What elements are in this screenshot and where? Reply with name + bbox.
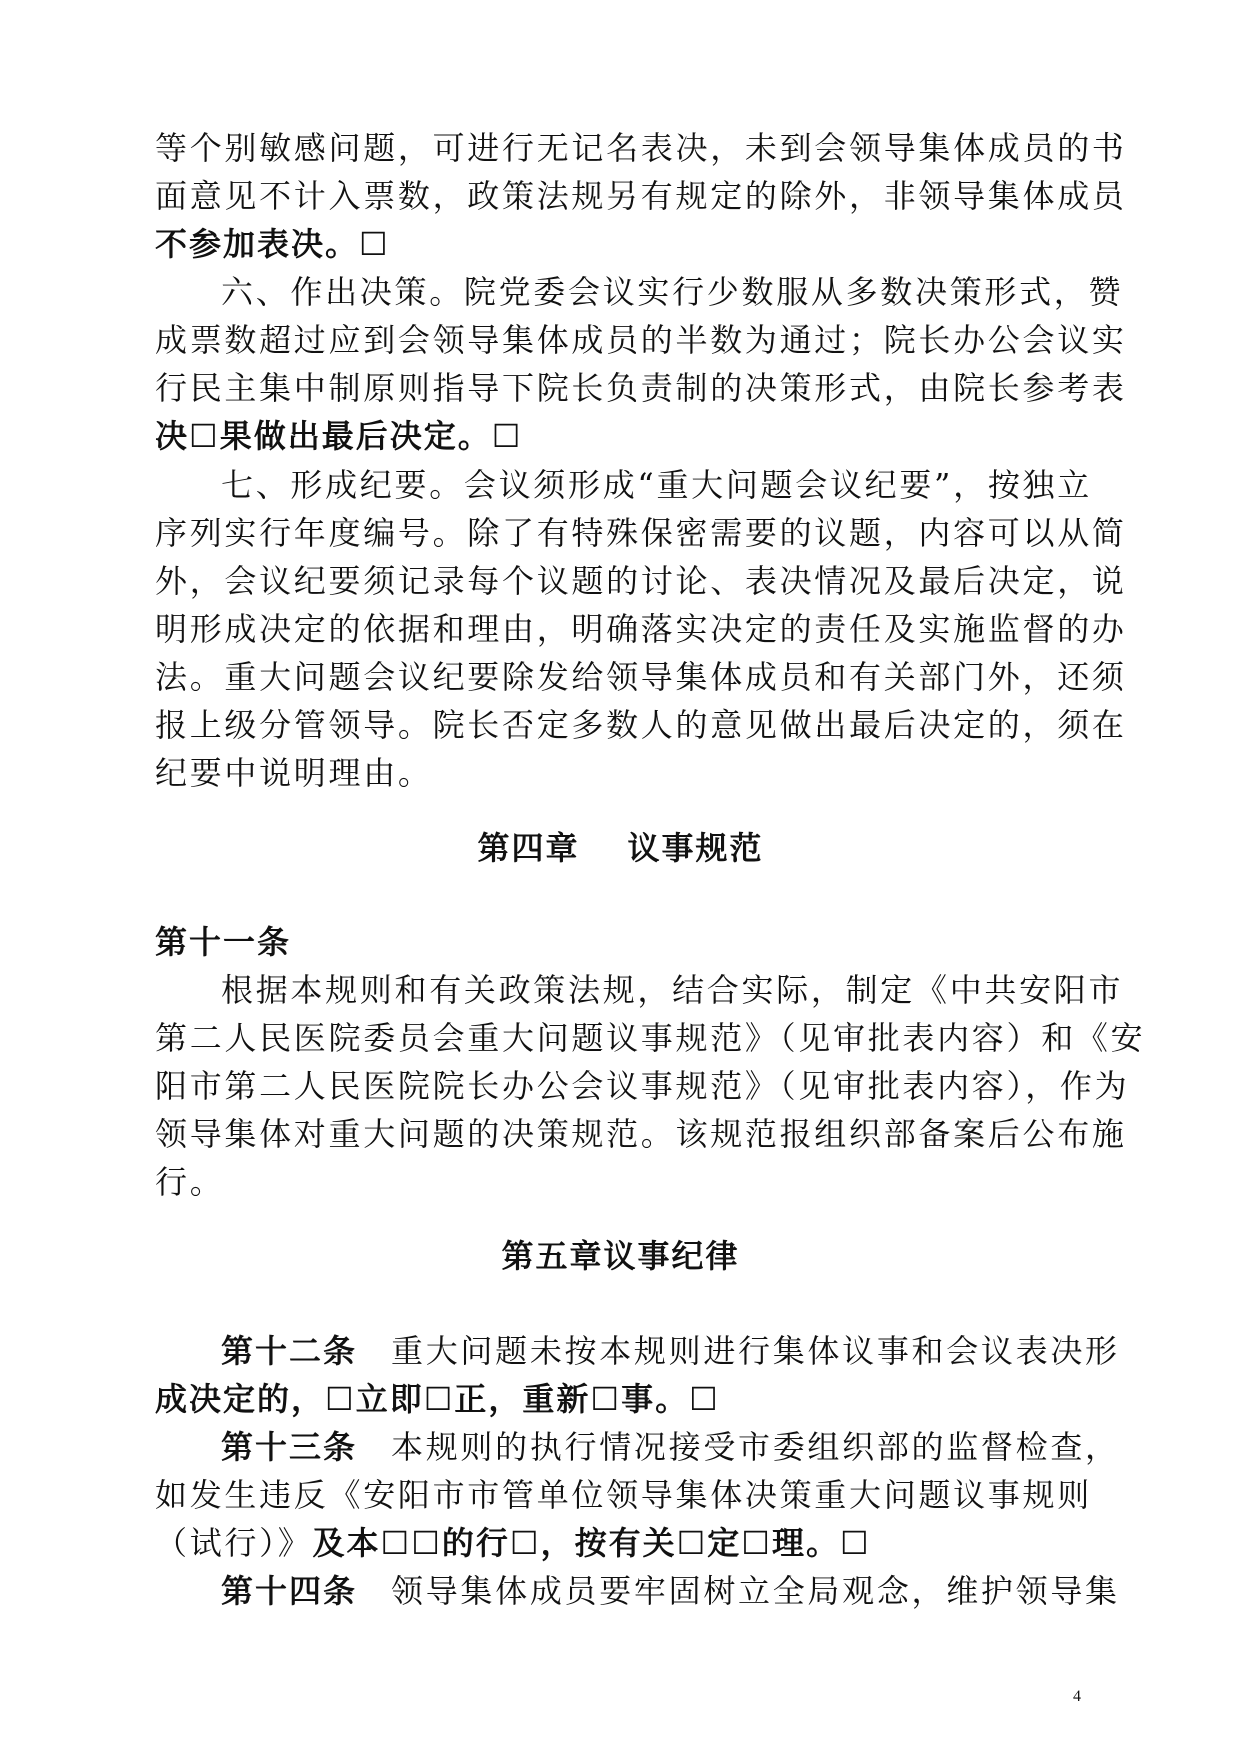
article-title: 第十一条 bbox=[155, 923, 292, 961]
text-line: 阳市第二人民医院院长办公会议事规范》（见审批表内容），作为 bbox=[155, 1067, 1130, 1105]
text-line: 如发生违反《安阳市市管单位领导集体决策重大问题议事规则 bbox=[155, 1476, 1092, 1514]
chapter-four-heading bbox=[0, 824, 1241, 872]
chapter-number: 第四章 bbox=[477, 829, 580, 867]
chapter-title: 议事规范 bbox=[627, 829, 764, 867]
text-line: 纪要中说明理由。 bbox=[155, 754, 433, 792]
text-line-mixed bbox=[155, 1519, 1087, 1567]
article-fourteen-line bbox=[155, 1567, 1120, 1615]
article-twelve-line bbox=[155, 1327, 1120, 1375]
chapter-title: 第五章议事纪律 bbox=[501, 1237, 740, 1275]
paragraph-minutes bbox=[155, 461, 1127, 797]
articles-discipline bbox=[155, 1327, 1120, 1615]
text-line: 明形成决定的依据和理由，明确落实决定的责任及实施监督的办 bbox=[155, 610, 1127, 648]
text-line: 等个别敏感问题，可进行无记名表决，未到会领导集体成员的书 bbox=[155, 129, 1127, 167]
text-line: 面意见不计入票数，政策法规另有规定的除外，非领导集体成员 bbox=[155, 177, 1127, 215]
article-label: 第十二条 bbox=[221, 1332, 358, 1370]
article-text: 重大问题未按本规则进行集体议事和会议表决形 bbox=[391, 1332, 1120, 1370]
text-line: 第二人民医院委员会重大问题议事规范》（见审批表内容）和《安 bbox=[155, 1019, 1146, 1057]
text-line-bold: 不参加表决。☐ bbox=[155, 225, 390, 263]
chapter-five-heading bbox=[0, 1232, 1241, 1280]
text-line: 行民主集中制原则指导下院长负责制的决策形式，由院长参考表 bbox=[155, 369, 1127, 407]
text-line-bold: 决☐果做出最后决定。☐ bbox=[155, 417, 523, 455]
article-label: 第十四条 bbox=[221, 1572, 358, 1610]
text-normal: （试行）》 bbox=[155, 1524, 313, 1562]
text-line: 六、作出决策。院党委会议实行少数服从多数决策形式，赞 bbox=[221, 273, 1124, 311]
text-bold: 及本☐☐的行☐，按有关☐定☐理。☐ bbox=[312, 1524, 871, 1562]
article-thirteen-line bbox=[155, 1423, 1120, 1471]
article-label: 第十三条 bbox=[221, 1428, 358, 1466]
text-line: 行。 bbox=[155, 1163, 225, 1201]
text-line: 领导集体对重大问题的决策规范。该规范报组织部备案后公布施 bbox=[155, 1115, 1127, 1153]
paragraph-voting-continuation bbox=[155, 124, 1127, 268]
article-text: 领导集体成员要牢固树立全局观念，维护领导集 bbox=[391, 1572, 1120, 1610]
text-line: 报上级分管领导。院长否定多数人的意见做出最后决定的，须在 bbox=[155, 706, 1127, 744]
text-line: 法。重大问题会议纪要除发给领导集体成员和有关部门外，还须 bbox=[155, 658, 1127, 696]
text-line: 序列实行年度编号。除了有特殊保密需要的议题，内容可以从简 bbox=[155, 514, 1127, 552]
text-line: 外，会议纪要须记录每个议题的讨论、表决情况及最后决定，说 bbox=[155, 562, 1127, 600]
text-line: 根据本规则和有关政策法规，结合实际，制定《中共安阳市 bbox=[221, 971, 1124, 1009]
article-eleven bbox=[155, 918, 1146, 1206]
text-line: 七、形成纪要。会议须形成“重大问题会议纪要”，按独立 bbox=[221, 466, 1092, 504]
text-line: 成票数超过应到会领导集体成员的半数为通过；院长办公会议实 bbox=[155, 321, 1127, 359]
page-number: 4 bbox=[1073, 1688, 1081, 1705]
article-text: 本规则的执行情况接受市委组织部的监督检查， bbox=[391, 1428, 1120, 1466]
text-line-bold: 成决定的，☐立即☐正，重新☐事。☐ bbox=[155, 1380, 720, 1418]
paragraph-make-decision bbox=[155, 268, 1127, 460]
